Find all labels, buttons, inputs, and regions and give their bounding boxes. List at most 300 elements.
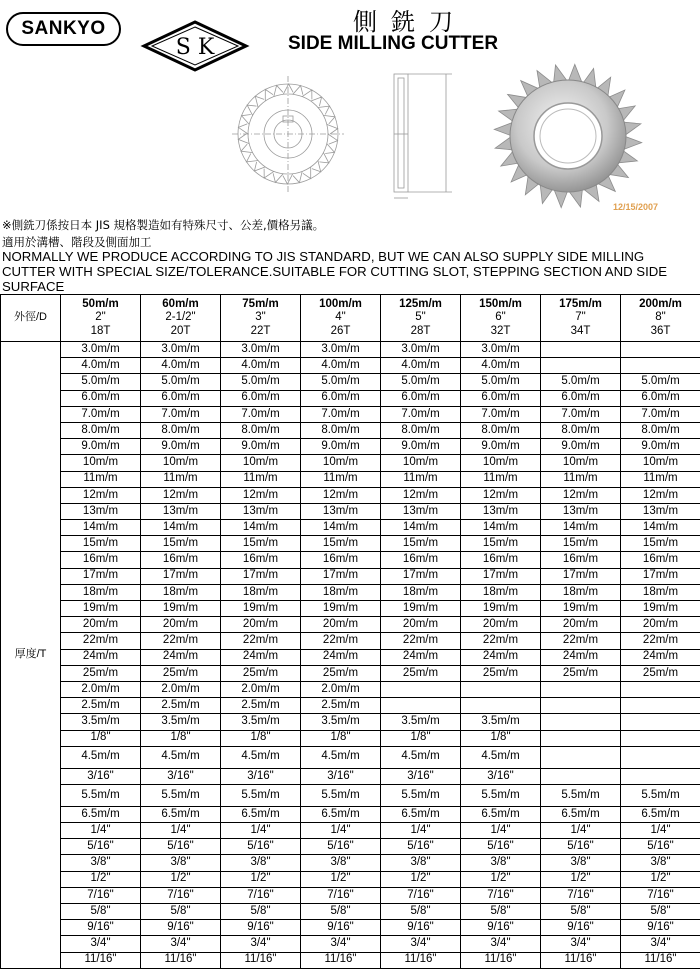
sankyo-logo-text: SANKYO [21, 18, 106, 39]
column-header-inch: 6" [495, 311, 506, 324]
table-cell: 13m/m [461, 503, 541, 519]
table-cell: 14m/m [621, 520, 700, 536]
sankyo-logo [6, 12, 121, 46]
table-cell: 5/16" [621, 839, 700, 855]
table-row [1, 746, 700, 768]
table-row [1, 768, 700, 784]
table-row [1, 342, 700, 358]
table-cell: 18m/m [541, 584, 621, 600]
table-cell: 9/16" [141, 920, 221, 936]
table-cell: 1/8" [301, 730, 381, 746]
sk-logo-text: S K [175, 35, 215, 60]
table-cell: 5.0m/m [301, 374, 381, 390]
table-cell: 16m/m [221, 552, 301, 568]
table-cell: 9/16" [381, 920, 461, 936]
table-cell [541, 730, 621, 746]
column-header-mm: 150m/m [479, 297, 522, 310]
table-cell: 2.0m/m [301, 681, 381, 697]
table-cell: 22m/m [61, 633, 141, 649]
table-cell [381, 698, 461, 714]
table-cell: 2.5m/m [61, 698, 141, 714]
table-row [1, 601, 700, 617]
table-cell: 1/4" [621, 823, 700, 839]
table-cell: 22m/m [621, 633, 700, 649]
table-cell: 25m/m [141, 665, 221, 681]
table-row [1, 784, 700, 806]
table-cell: 18m/m [141, 584, 221, 600]
table-cell: 15m/m [61, 536, 141, 552]
table-row [1, 422, 700, 438]
table-cell: 16m/m [301, 552, 381, 568]
table-cell: 5.0m/m [541, 374, 621, 390]
table-cell: 17m/m [541, 568, 621, 584]
table-cell: 12m/m [141, 487, 221, 503]
table-cell: 10m/m [61, 455, 141, 471]
table-cell [621, 698, 700, 714]
table-cell: 3/8" [141, 855, 221, 871]
table-cell [621, 714, 700, 730]
table-cell: 3/16" [301, 768, 381, 784]
table-cell: 11/16" [621, 952, 700, 968]
column-header-inch: 3" [255, 311, 266, 324]
table-cell [541, 698, 621, 714]
table-cell: 1/2" [621, 871, 700, 887]
table-cell: 7/16" [221, 887, 301, 903]
table-cell: 8.0m/m [221, 422, 301, 438]
table-cell: 7.0m/m [61, 406, 141, 422]
table-cell: 10m/m [541, 455, 621, 471]
table-row [1, 374, 700, 390]
table-cell [541, 342, 621, 358]
table-cell: 3/8" [621, 855, 700, 871]
table-cell [621, 730, 700, 746]
sk-logo [140, 20, 250, 72]
table-cell: 5/16" [221, 839, 301, 855]
table-cell: 5.0m/m [381, 374, 461, 390]
table-cell: 11m/m [301, 471, 381, 487]
table-cell: 3/8" [221, 855, 301, 871]
table-cell: 1/4" [381, 823, 461, 839]
table-cell: 3.0m/m [141, 342, 221, 358]
thickness-label: 厚度/T [1, 342, 61, 969]
table-cell: 16m/m [621, 552, 700, 568]
table-cell: 14m/m [61, 520, 141, 536]
description-english: NORMALLY WE PRODUCE ACCORDING TO JIS STANDARD, BUT WE CAN ALSO SUPPLY SIDE MILLING CUTTER WITH SPECIAL SIZE/TOLERANCE.SUITABLE FOR CUTTING SLOT, STEPPING SECTION AND SIDE SURFACE [2, 249, 668, 294]
table-cell: 3/16" [461, 768, 541, 784]
table-row [1, 471, 700, 487]
table-cell: 6.0m/m [621, 390, 700, 406]
table-cell: 9/16" [621, 920, 700, 936]
table-cell: 6.5m/m [621, 806, 700, 822]
title-chinese: 側銑刀 [353, 8, 467, 36]
table-cell: 5.0m/m [141, 374, 221, 390]
table-cell: 7/16" [301, 887, 381, 903]
table-cell: 2.5m/m [301, 698, 381, 714]
table-cell: 3.5m/m [221, 714, 301, 730]
table-cell: 3/8" [381, 855, 461, 871]
table-cell: 13m/m [141, 503, 221, 519]
table-row [1, 390, 700, 406]
table-cell: 14m/m [141, 520, 221, 536]
table-cell: 11/16" [141, 952, 221, 968]
table-cell: 5.5m/m [541, 784, 621, 806]
table-cell: 1/4" [461, 823, 541, 839]
table-cell: 5/8" [221, 904, 301, 920]
table-cell: 5/16" [141, 839, 221, 855]
table-cell: 5/16" [541, 839, 621, 855]
table-cell: 9/16" [301, 920, 381, 936]
table-cell: 2.5m/m [141, 698, 221, 714]
column-header [301, 295, 381, 342]
table-cell: 9/16" [461, 920, 541, 936]
table-cell: 7.0m/m [621, 406, 700, 422]
table-cell: 3/16" [141, 768, 221, 784]
table-cell: 17m/m [461, 568, 541, 584]
table-cell: 8.0m/m [541, 422, 621, 438]
table-cell: 4.5m/m [221, 746, 301, 768]
table-cell: 8.0m/m [461, 422, 541, 438]
table-cell: 7.0m/m [461, 406, 541, 422]
table-row [1, 439, 700, 455]
table-cell: 17m/m [141, 568, 221, 584]
table-cell: 9.0m/m [141, 439, 221, 455]
column-header-mm: 175m/m [559, 297, 602, 310]
table-row [1, 714, 700, 730]
table-row [1, 904, 700, 920]
table-cell: 3/8" [61, 855, 141, 871]
table-cell: 20m/m [61, 617, 141, 633]
column-header-mm: 60m/m [162, 297, 199, 310]
table-cell [621, 746, 700, 768]
table-cell: 5.5m/m [141, 784, 221, 806]
table-cell: 17m/m [301, 568, 381, 584]
table-cell: 18m/m [381, 584, 461, 600]
table-cell: 6.5m/m [461, 806, 541, 822]
table-cell: 5/8" [621, 904, 700, 920]
table-cell: 1/2" [221, 871, 301, 887]
table-cell: 6.0m/m [221, 390, 301, 406]
table-cell: 5.0m/m [621, 374, 700, 390]
table-row [1, 665, 700, 681]
table-cell: 5.5m/m [221, 784, 301, 806]
table-cell: 4.0m/m [381, 358, 461, 374]
table-cell: 20m/m [541, 617, 621, 633]
table-cell: 19m/m [381, 601, 461, 617]
table-cell: 3.0m/m [301, 342, 381, 358]
table-cell: 2.5m/m [221, 698, 301, 714]
table-cell: 5.0m/m [221, 374, 301, 390]
table-cell: 5.5m/m [301, 784, 381, 806]
table-cell: 7/16" [461, 887, 541, 903]
table-cell: 3/16" [381, 768, 461, 784]
table-cell: 20m/m [221, 617, 301, 633]
table-cell: 24m/m [621, 649, 700, 665]
table-cell: 12m/m [301, 487, 381, 503]
table-row [1, 887, 700, 903]
table-cell: 14m/m [461, 520, 541, 536]
column-header-teeth: 28T [410, 324, 431, 337]
table-cell: 6.0m/m [61, 390, 141, 406]
table-cell: 3/8" [301, 855, 381, 871]
table-cell: 3.5m/m [301, 714, 381, 730]
table-cell: 24m/m [461, 649, 541, 665]
note-jis-standard: ※側銑刀係按日本 JIS 規格製造如有特殊尺寸、公差,價格另議。 [2, 218, 325, 232]
column-header-mm: 100m/m [319, 297, 362, 310]
table-row [1, 536, 700, 552]
table-cell: 11/16" [221, 952, 301, 968]
table-cell: 5/16" [461, 839, 541, 855]
table-cell: 4.5m/m [381, 746, 461, 768]
table-cell: 11m/m [61, 471, 141, 487]
table-cell: 9.0m/m [541, 439, 621, 455]
column-header-inch: 5" [415, 311, 426, 324]
table-cell: 12m/m [461, 487, 541, 503]
table-cell: 1/2" [141, 871, 221, 887]
cutter-photo [480, 56, 660, 216]
column-header [381, 295, 461, 342]
note-application: 適用於溝槽、階段及側面加工 [2, 235, 152, 249]
column-header [541, 295, 621, 342]
table-cell: 6.0m/m [461, 390, 541, 406]
table-cell: 1/8" [381, 730, 461, 746]
table-cell: 13m/m [621, 503, 700, 519]
table-cell: 19m/m [141, 601, 221, 617]
table-cell: 24m/m [61, 649, 141, 665]
table-row [1, 455, 700, 471]
table-cell: 3/4" [621, 936, 700, 952]
table-cell: 24m/m [541, 649, 621, 665]
table-cell: 11m/m [621, 471, 700, 487]
table-cell: 3.5m/m [61, 714, 141, 730]
table-cell: 9/16" [541, 920, 621, 936]
table-cell: 6.5m/m [301, 806, 381, 822]
table-row [1, 839, 700, 855]
table-cell: 3/4" [381, 936, 461, 952]
table-cell: 18m/m [301, 584, 381, 600]
table-cell: 3.5m/m [381, 714, 461, 730]
table-cell: 17m/m [621, 568, 700, 584]
table-cell: 1/4" [221, 823, 301, 839]
column-header-teeth: 36T [650, 324, 671, 337]
table-cell: 10m/m [141, 455, 221, 471]
table-cell: 6.5m/m [381, 806, 461, 822]
table-cell: 16m/m [381, 552, 461, 568]
table-cell: 9.0m/m [61, 439, 141, 455]
table-cell: 19m/m [461, 601, 541, 617]
table-row [1, 681, 700, 697]
table-row [1, 633, 700, 649]
photo-date-stamp: 12/15/2007 [612, 202, 658, 212]
table-cell: 13m/m [381, 503, 461, 519]
table-cell: 7.0m/m [141, 406, 221, 422]
table-row [1, 806, 700, 822]
table-row [1, 520, 700, 536]
table-cell: 5.0m/m [61, 374, 141, 390]
column-header [621, 295, 700, 342]
table-cell: 3.5m/m [461, 714, 541, 730]
table-row [1, 952, 700, 968]
diameter-label: 外徑/D [1, 295, 61, 342]
table-cell: 12m/m [221, 487, 301, 503]
table-cell: 3.0m/m [61, 342, 141, 358]
column-header-teeth: 20T [170, 324, 191, 337]
table-cell: 17m/m [381, 568, 461, 584]
table-cell: 1/8" [141, 730, 221, 746]
table-cell: 20m/m [621, 617, 700, 633]
table-cell: 2.0m/m [221, 681, 301, 697]
table-cell: 3.5m/m [141, 714, 221, 730]
table-cell: 7.0m/m [381, 406, 461, 422]
table-cell: 2.0m/m [61, 681, 141, 697]
table-cell: 5.5m/m [381, 784, 461, 806]
table-row [1, 552, 700, 568]
table-cell [541, 714, 621, 730]
table-cell: 5/16" [381, 839, 461, 855]
column-header-teeth: 32T [490, 324, 511, 337]
table-cell: 4.0m/m [61, 358, 141, 374]
column-header-inch: 7" [575, 311, 586, 324]
column-header-inch: 4" [335, 311, 346, 324]
table-row [1, 358, 700, 374]
table-cell: 19m/m [541, 601, 621, 617]
table-cell: 1/8" [221, 730, 301, 746]
table-cell: 7/16" [61, 887, 141, 903]
column-header-teeth: 18T [90, 324, 111, 337]
column-header-inch: 2-1/2" [165, 311, 196, 324]
table-cell: 10m/m [381, 455, 461, 471]
table-cell: 11m/m [141, 471, 221, 487]
table-cell: 19m/m [301, 601, 381, 617]
table-cell [621, 358, 700, 374]
table-cell: 25m/m [541, 665, 621, 681]
table-cell: 14m/m [221, 520, 301, 536]
table-cell: 5/8" [61, 904, 141, 920]
table-cell: 4.5m/m [461, 746, 541, 768]
table-cell: 16m/m [141, 552, 221, 568]
table-cell: 19m/m [621, 601, 700, 617]
column-header-mm: 75m/m [242, 297, 279, 310]
table-cell: 19m/m [221, 601, 301, 617]
table-cell [621, 681, 700, 697]
table-cell: 1/2" [541, 871, 621, 887]
table-cell: 3/8" [541, 855, 621, 871]
table-cell: 6.0m/m [541, 390, 621, 406]
table-cell: 3/4" [221, 936, 301, 952]
table-cell [541, 768, 621, 784]
table-cell: 5/8" [301, 904, 381, 920]
table-cell: 11/16" [61, 952, 141, 968]
table-cell: 18m/m [221, 584, 301, 600]
column-header-inch: 8" [655, 311, 666, 324]
table-row [1, 698, 700, 714]
table-cell: 15m/m [381, 536, 461, 552]
table-cell: 9.0m/m [621, 439, 700, 455]
table-cell: 6.5m/m [141, 806, 221, 822]
table-cell: 4.0m/m [301, 358, 381, 374]
table-cell: 8.0m/m [141, 422, 221, 438]
column-header-mm: 125m/m [399, 297, 442, 310]
column-header-teeth: 22T [250, 324, 271, 337]
table-cell: 22m/m [541, 633, 621, 649]
table-row [1, 871, 700, 887]
column-header-teeth: 26T [330, 324, 351, 337]
table-cell: 25m/m [301, 665, 381, 681]
table-row [1, 920, 700, 936]
table-cell: 24m/m [141, 649, 221, 665]
table-cell: 17m/m [221, 568, 301, 584]
table-cell: 5/8" [461, 904, 541, 920]
table-cell: 11/16" [461, 952, 541, 968]
table-cell: 13m/m [61, 503, 141, 519]
table-row [1, 730, 700, 746]
table-cell: 24m/m [381, 649, 461, 665]
table-cell: 11m/m [541, 471, 621, 487]
table-cell: 7.0m/m [221, 406, 301, 422]
table-cell: 24m/m [221, 649, 301, 665]
table-cell: 13m/m [541, 503, 621, 519]
table-cell: 20m/m [381, 617, 461, 633]
table-cell: 8.0m/m [61, 422, 141, 438]
table-cell: 3/4" [461, 936, 541, 952]
table-row [1, 406, 700, 422]
table-row [1, 487, 700, 503]
table-cell: 13m/m [221, 503, 301, 519]
table-cell [541, 681, 621, 697]
table-cell: 1/8" [61, 730, 141, 746]
table-cell [541, 746, 621, 768]
table-cell: 1/8" [461, 730, 541, 746]
table-cell: 1/2" [301, 871, 381, 887]
table-cell: 6.5m/m [221, 806, 301, 822]
table-cell: 3/4" [541, 936, 621, 952]
table-cell: 15m/m [221, 536, 301, 552]
table-cell: 10m/m [461, 455, 541, 471]
column-header [461, 295, 541, 342]
table-cell: 22m/m [381, 633, 461, 649]
column-header-mm: 50m/m [82, 297, 119, 310]
table-cell: 5.5m/m [621, 784, 700, 806]
table-row [1, 584, 700, 600]
table-cell: 2.0m/m [141, 681, 221, 697]
table-cell [621, 768, 700, 784]
table-cell: 7/16" [621, 887, 700, 903]
table-row [1, 823, 700, 839]
table-cell: 14m/m [381, 520, 461, 536]
table-cell: 18m/m [61, 584, 141, 600]
table-cell: 3/4" [301, 936, 381, 952]
table-cell: 22m/m [461, 633, 541, 649]
table-cell: 4.5m/m [61, 746, 141, 768]
table-cell: 7.0m/m [301, 406, 381, 422]
table-cell: 1/4" [61, 823, 141, 839]
table-cell: 9.0m/m [301, 439, 381, 455]
table-cell: 12m/m [61, 487, 141, 503]
table-cell: 22m/m [221, 633, 301, 649]
table-cell: 4.5m/m [141, 746, 221, 768]
table-cell: 9/16" [221, 920, 301, 936]
table-cell: 1/2" [381, 871, 461, 887]
table-cell: 5.5m/m [461, 784, 541, 806]
table-cell: 3/16" [221, 768, 301, 784]
cutter-technical-drawing [232, 68, 472, 204]
table-row [1, 617, 700, 633]
table-cell: 7/16" [141, 887, 221, 903]
table-cell: 25m/m [381, 665, 461, 681]
table-cell: 24m/m [301, 649, 381, 665]
table-cell: 1/4" [141, 823, 221, 839]
table-cell: 6.5m/m [61, 806, 141, 822]
column-header [141, 295, 221, 342]
